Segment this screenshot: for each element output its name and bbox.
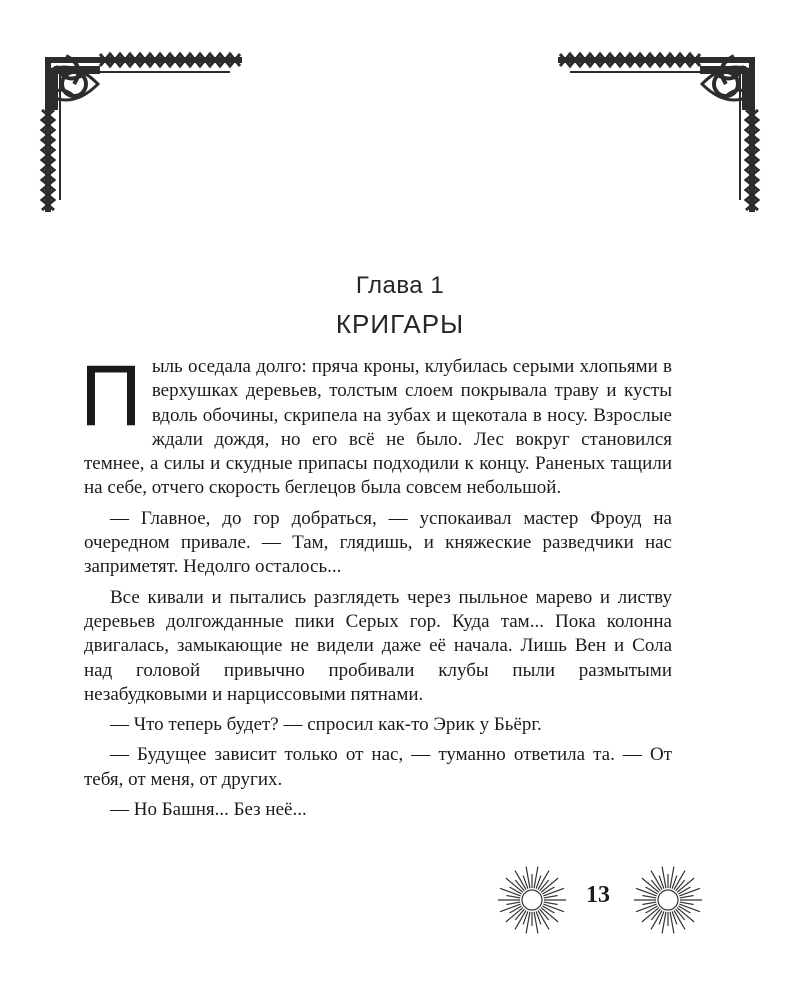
sunburst-ray <box>642 895 656 897</box>
sunburst-ray <box>680 895 694 897</box>
paragraph-5: — Будущее зависит только от нас, — туманно ответила та. — От тебя, от меня, от других. <box>84 744 672 790</box>
chapter-title: КРИГАРЫ <box>335 309 465 339</box>
page-number: 13 <box>586 882 610 908</box>
sunburst-ray <box>506 895 520 897</box>
chapter-heading <box>0 270 800 344</box>
paragraph-1 <box>80 348 672 501</box>
corner-ornament-right <box>550 0 800 220</box>
chapter-number: Глава 1 <box>355 272 445 299</box>
sunburst-ray <box>680 902 694 904</box>
corner-ornament-left <box>0 0 250 220</box>
paragraph-1-text: ыль оседала долго: пряча кроны, клубилась серыми хлопьями в верхушках деревьев, толстым слоем покрывала траву и кусты вдоль обочины, скрипела на зубах и щекотала в носу. Взрослые ждали дождя, но его всё не было. Лес вокруг становился темнее, а силы и скудные припасы подходили к концу. Раненых тащили на себе, отчего скорость беглецов была совсем небольшой. <box>84 356 672 499</box>
knotwork-icon <box>558 54 758 212</box>
paragraph-4: — Что теперь будет? — спросил как-то Эрик у Бьёрг. <box>110 714 542 736</box>
paragraph-2: — Главное, до гор добраться, — успокаивал мастер Фроуд на очередном привале. — Там, глядишь, и княжеские разведчики нас заприметят. Недолго осталось... <box>84 507 672 578</box>
chapter-text <box>80 348 672 822</box>
paragraph-6: — Но Башня... Без неё... <box>110 799 307 821</box>
sunburst-ray <box>642 902 656 904</box>
sunburst-ray <box>506 902 520 904</box>
sunburst-icon <box>496 864 568 936</box>
sunburst-ray <box>544 895 558 897</box>
paragraph-3: Все кивали и пытались разглядеть через пыльное марево и листву деревьев долгожданные пики Серых гор. Куда там... Пока колонна двигалась, замыкающие не видели даже её начала. Лишь Вен и Сола над головой привычно пробивали клубы пыли размытыми незабудковыми и нарциссовыми пятнами. <box>84 586 672 705</box>
knotwork-icon <box>42 54 242 212</box>
sunburst-icon <box>632 864 704 936</box>
drop-cap: П <box>80 348 142 444</box>
sunburst-ray <box>544 902 558 904</box>
